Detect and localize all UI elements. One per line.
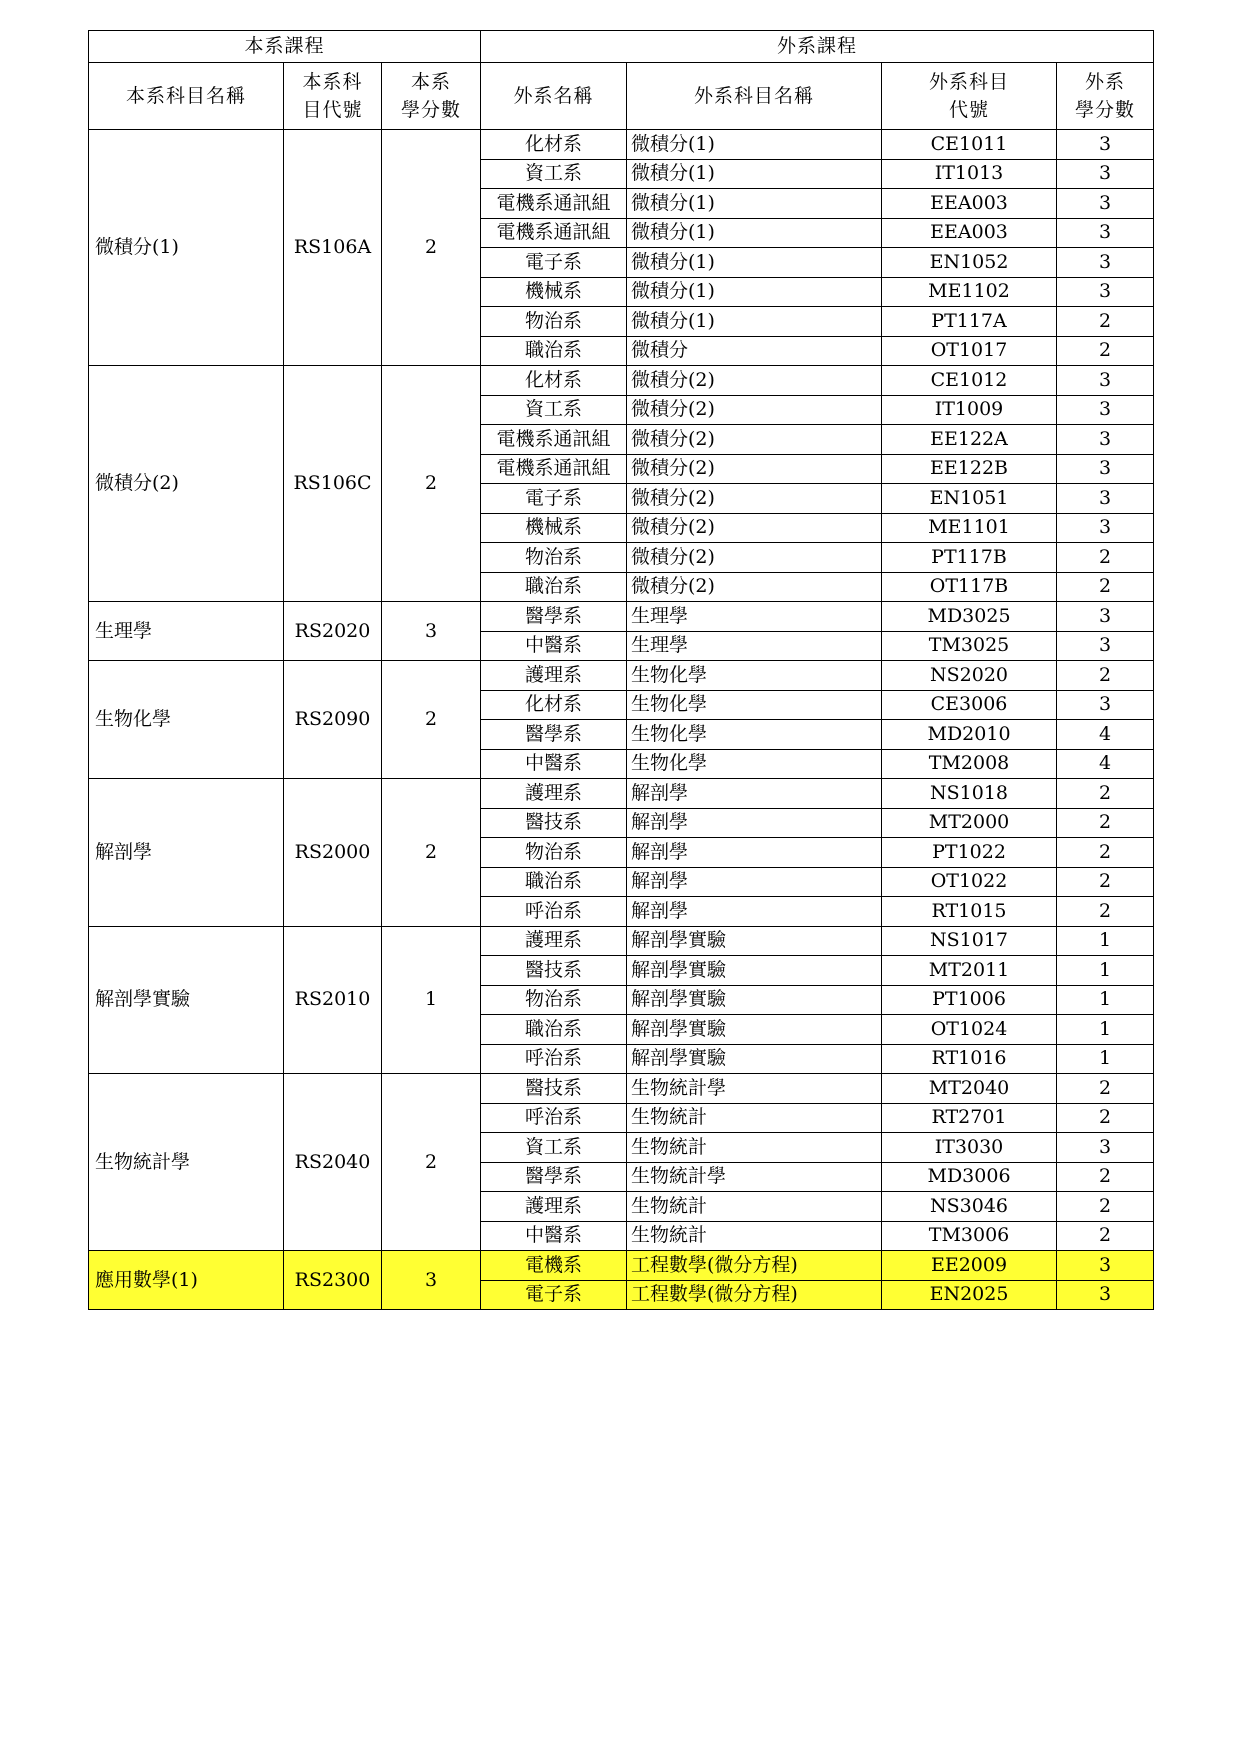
own-course-code: RS2300 (284, 1251, 382, 1310)
other-course-credits: 3 (1057, 1251, 1154, 1281)
table-row (89, 926, 1154, 956)
other-course-name: 微積分(1) (627, 307, 882, 337)
other-course-name: 生理學 (627, 631, 882, 661)
other-dept-name: 物治系 (481, 838, 627, 868)
other-course-name: 微積分(2) (627, 395, 882, 425)
other-course-code: EEA003 (882, 189, 1057, 219)
other-dept-name: 電子系 (481, 484, 627, 514)
other-dept-name: 護理系 (481, 926, 627, 956)
other-course-credits: 3 (1057, 425, 1154, 455)
other-dept-name: 呼治系 (481, 897, 627, 927)
other-course-name: 生物化學 (627, 661, 882, 691)
other-course-credits: 3 (1057, 1133, 1154, 1163)
other-dept-name: 中醫系 (481, 631, 627, 661)
other-course-code: NS1017 (882, 926, 1057, 956)
own-course-name: 應用數學(1) (89, 1251, 284, 1310)
other-course-credits: 2 (1057, 1103, 1154, 1133)
other-course-code: MT2000 (882, 808, 1057, 838)
other-course-code: EN1051 (882, 484, 1057, 514)
other-course-name: 微積分 (627, 336, 882, 366)
other-course-group-header: 外系課程 (481, 31, 1154, 63)
other-course-credits: 2 (1057, 572, 1154, 602)
other-dept-name: 化材系 (481, 366, 627, 396)
other-dept-name: 電機系通訊組 (481, 425, 627, 455)
other-course-name: 解剖學 (627, 867, 882, 897)
own-course-name: 生物統計學 (89, 1074, 284, 1251)
own-course-code: RS2000 (284, 779, 382, 927)
other-course-name: 微積分(1) (627, 130, 882, 160)
other-course-code: EE2009 (882, 1251, 1057, 1281)
other-course-credits: 3 (1057, 484, 1154, 514)
own-course-name: 微積分(2) (89, 366, 284, 602)
other-course-credits: 2 (1057, 867, 1154, 897)
other-dept-name: 醫學系 (481, 1162, 627, 1192)
other-course-credits: 1 (1057, 956, 1154, 986)
own-course-credits: 3 (382, 602, 481, 661)
other-course-name: 生物統計 (627, 1103, 882, 1133)
other-dept-name: 職治系 (481, 867, 627, 897)
own-credit-header-line1: 本系 (411, 70, 452, 93)
other-course-name: 解剖學 (627, 779, 882, 809)
other-course-credits: 3 (1057, 1280, 1154, 1310)
other-course-name: 生物化學 (627, 720, 882, 750)
other-course-name: 解剖學 (627, 838, 882, 868)
other-course-code: CE1012 (882, 366, 1057, 396)
own-course-code: RS2090 (284, 661, 382, 779)
table-row (89, 661, 1154, 691)
other-course-name: 生物統計 (627, 1192, 882, 1222)
other-course-name: 微積分(1) (627, 277, 882, 307)
other-dept-name: 資工系 (481, 159, 627, 189)
other-dept-header: 外系名稱 (481, 63, 627, 130)
other-course-code: MD3006 (882, 1162, 1057, 1192)
other-course-code: OT117B (882, 572, 1057, 602)
other-course-credits: 3 (1057, 690, 1154, 720)
own-course-name: 生物化學 (89, 661, 284, 779)
own-course-credits: 3 (382, 1251, 481, 1310)
other-course-code: ME1101 (882, 513, 1057, 543)
other-course-credits: 3 (1057, 366, 1154, 396)
other-course-code: CE3006 (882, 690, 1057, 720)
other-course-code: TM3006 (882, 1221, 1057, 1251)
table-row (89, 130, 1154, 160)
other-course-credits: 4 (1057, 749, 1154, 779)
table-row (89, 1251, 1154, 1281)
other-dept-name: 電子系 (481, 1280, 627, 1310)
other-course-name: 生物化學 (627, 749, 882, 779)
other-course-name: 生物統計 (627, 1133, 882, 1163)
other-course-credits: 1 (1057, 985, 1154, 1015)
own-course-code: RS2040 (284, 1074, 382, 1251)
other-credit-header (1057, 63, 1154, 130)
other-dept-name: 護理系 (481, 779, 627, 809)
own-credit-header-line2: 學分數 (401, 99, 462, 121)
other-course-code: IT1009 (882, 395, 1057, 425)
own-course-code: RS106A (284, 130, 382, 366)
other-course-credits: 2 (1057, 1192, 1154, 1222)
other-dept-name: 呼治系 (481, 1044, 627, 1074)
other-dept-name: 呼治系 (481, 1103, 627, 1133)
table-row (89, 366, 1154, 396)
other-course-code: EE122B (882, 454, 1057, 484)
other-course-name: 微積分(2) (627, 425, 882, 455)
own-course-code-header (284, 63, 382, 130)
other-course-credits: 2 (1057, 661, 1154, 691)
other-course-credits: 4 (1057, 720, 1154, 750)
other-course-name: 生物統計學 (627, 1074, 882, 1104)
other-dept-name: 醫技系 (481, 956, 627, 986)
other-course-name: 解剖學實驗 (627, 926, 882, 956)
other-course-name: 微積分(1) (627, 248, 882, 278)
other-dept-name: 職治系 (481, 336, 627, 366)
other-course-credits: 3 (1057, 189, 1154, 219)
other-course-code: IT3030 (882, 1133, 1057, 1163)
other-course-code: OT1022 (882, 867, 1057, 897)
other-dept-name: 電子系 (481, 248, 627, 278)
other-course-name-header: 外系科目名稱 (627, 63, 882, 130)
other-course-code: EEA003 (882, 218, 1057, 248)
own-course-name: 生理學 (89, 602, 284, 661)
other-course-credits: 3 (1057, 454, 1154, 484)
other-dept-name: 物治系 (481, 307, 627, 337)
other-dept-name: 物治系 (481, 985, 627, 1015)
other-dept-name: 機械系 (481, 513, 627, 543)
other-course-name: 微積分(2) (627, 366, 882, 396)
other-dept-name: 護理系 (481, 1192, 627, 1222)
other-course-name: 生理學 (627, 602, 882, 632)
own-course-code-header-line2: 目代號 (302, 99, 363, 121)
other-course-code: OT1017 (882, 336, 1057, 366)
other-course-code: RT2701 (882, 1103, 1057, 1133)
other-course-name: 解剖學 (627, 808, 882, 838)
other-course-name: 生物化學 (627, 690, 882, 720)
other-dept-name: 中醫系 (481, 749, 627, 779)
other-course-code: NS2020 (882, 661, 1057, 691)
other-dept-name: 電機系 (481, 1251, 627, 1281)
other-dept-name: 護理系 (481, 661, 627, 691)
other-course-code: PT1022 (882, 838, 1057, 868)
other-course-credits: 2 (1057, 543, 1154, 573)
other-course-code: PT117B (882, 543, 1057, 573)
own-course-credits: 1 (382, 926, 481, 1074)
other-course-credits: 2 (1057, 336, 1154, 366)
other-course-code: OT1024 (882, 1015, 1057, 1045)
other-course-credits: 2 (1057, 897, 1154, 927)
own-course-name: 解剖學實驗 (89, 926, 284, 1074)
other-course-credits: 1 (1057, 1015, 1154, 1045)
other-dept-name: 醫技系 (481, 808, 627, 838)
own-course-code: RS2020 (284, 602, 382, 661)
own-course-name: 微積分(1) (89, 130, 284, 366)
other-course-credits: 2 (1057, 838, 1154, 868)
other-course-name: 工程數學(微分方程) (627, 1280, 882, 1310)
own-course-name: 解剖學 (89, 779, 284, 927)
table-row (89, 1074, 1154, 1104)
other-dept-name: 醫學系 (481, 720, 627, 750)
other-dept-name: 物治系 (481, 543, 627, 573)
other-course-credits: 2 (1057, 1221, 1154, 1251)
own-course-group-header: 本系課程 (89, 31, 481, 63)
other-course-name: 微積分(2) (627, 484, 882, 514)
other-course-code-header-line2: 代號 (949, 99, 990, 121)
other-course-code: TM2008 (882, 749, 1057, 779)
other-course-code: EE122A (882, 425, 1057, 455)
other-course-name: 微積分(2) (627, 513, 882, 543)
other-course-code: ME1102 (882, 277, 1057, 307)
other-course-code-header-line1: 外系科目 (929, 70, 1010, 93)
other-course-code: EN1052 (882, 248, 1057, 278)
other-course-credits: 3 (1057, 248, 1154, 278)
other-course-code: EN2025 (882, 1280, 1057, 1310)
other-course-credits: 2 (1057, 1074, 1154, 1104)
other-course-code: MT2011 (882, 956, 1057, 986)
other-course-name: 微積分(2) (627, 572, 882, 602)
other-course-name: 生物統計 (627, 1221, 882, 1251)
other-course-code: CE1011 (882, 130, 1057, 160)
other-course-name: 解剖學實驗 (627, 985, 882, 1015)
other-course-code: PT1006 (882, 985, 1057, 1015)
other-course-code: IT1013 (882, 159, 1057, 189)
other-course-code: MD2010 (882, 720, 1057, 750)
other-course-code: RT1016 (882, 1044, 1057, 1074)
other-course-credits: 3 (1057, 277, 1154, 307)
table-row (89, 779, 1154, 809)
other-dept-name: 資工系 (481, 395, 627, 425)
other-dept-name: 資工系 (481, 1133, 627, 1163)
own-course-credits: 2 (382, 366, 481, 602)
other-course-credits: 3 (1057, 159, 1154, 189)
other-course-name: 微積分(1) (627, 189, 882, 219)
other-course-code: TM3025 (882, 631, 1057, 661)
other-dept-name: 電機系通訊組 (481, 454, 627, 484)
other-course-name: 解剖學實驗 (627, 1015, 882, 1045)
other-dept-name: 中醫系 (481, 1221, 627, 1251)
other-course-code: MD3025 (882, 602, 1057, 632)
other-course-name: 微積分(1) (627, 159, 882, 189)
other-course-credits: 3 (1057, 631, 1154, 661)
other-course-name: 解剖學實驗 (627, 956, 882, 986)
other-dept-name: 電機系通訊組 (481, 189, 627, 219)
other-dept-name: 醫學系 (481, 602, 627, 632)
other-dept-name: 化材系 (481, 690, 627, 720)
other-course-name: 工程數學(微分方程) (627, 1251, 882, 1281)
other-course-credits: 2 (1057, 808, 1154, 838)
other-course-credits: 3 (1057, 218, 1154, 248)
own-course-name-header: 本系科目名稱 (89, 63, 284, 130)
other-course-code: MT2040 (882, 1074, 1057, 1104)
own-credit-header (382, 63, 481, 130)
other-dept-name: 醫技系 (481, 1074, 627, 1104)
other-course-credits: 3 (1057, 395, 1154, 425)
other-course-credits: 2 (1057, 1162, 1154, 1192)
own-course-credits: 2 (382, 1074, 481, 1251)
other-course-name: 微積分(2) (627, 543, 882, 573)
course-equivalence-table (88, 30, 1153, 1310)
other-dept-name: 職治系 (481, 1015, 627, 1045)
own-course-code: RS2010 (284, 926, 382, 1074)
other-course-credits: 2 (1057, 779, 1154, 809)
other-course-code-header (882, 63, 1057, 130)
other-course-name: 解剖學 (627, 897, 882, 927)
own-course-code: RS106C (284, 366, 382, 602)
own-course-code-header-line1: 本系科 (302, 70, 363, 93)
other-course-name: 生物統計學 (627, 1162, 882, 1192)
other-course-code: NS1018 (882, 779, 1057, 809)
other-course-credits: 1 (1057, 926, 1154, 956)
other-course-code: NS3046 (882, 1192, 1057, 1222)
other-course-code: RT1015 (882, 897, 1057, 927)
other-credit-header-line1: 外系 (1085, 70, 1126, 93)
other-dept-name: 電機系通訊組 (481, 218, 627, 248)
other-course-credits: 1 (1057, 1044, 1154, 1074)
own-course-credits: 2 (382, 779, 481, 927)
other-course-code: PT117A (882, 307, 1057, 337)
other-course-name: 解剖學實驗 (627, 1044, 882, 1074)
other-course-credits: 2 (1057, 307, 1154, 337)
other-course-credits: 3 (1057, 130, 1154, 160)
other-dept-name: 機械系 (481, 277, 627, 307)
other-dept-name: 化材系 (481, 130, 627, 160)
other-course-name: 微積分(1) (627, 218, 882, 248)
other-course-credits: 3 (1057, 513, 1154, 543)
table-row (89, 602, 1154, 632)
other-dept-name: 職治系 (481, 572, 627, 602)
other-course-name: 微積分(2) (627, 454, 882, 484)
own-course-credits: 2 (382, 130, 481, 366)
other-course-credits: 3 (1057, 602, 1154, 632)
own-course-credits: 2 (382, 661, 481, 779)
other-credit-header-line2: 學分數 (1075, 99, 1136, 121)
